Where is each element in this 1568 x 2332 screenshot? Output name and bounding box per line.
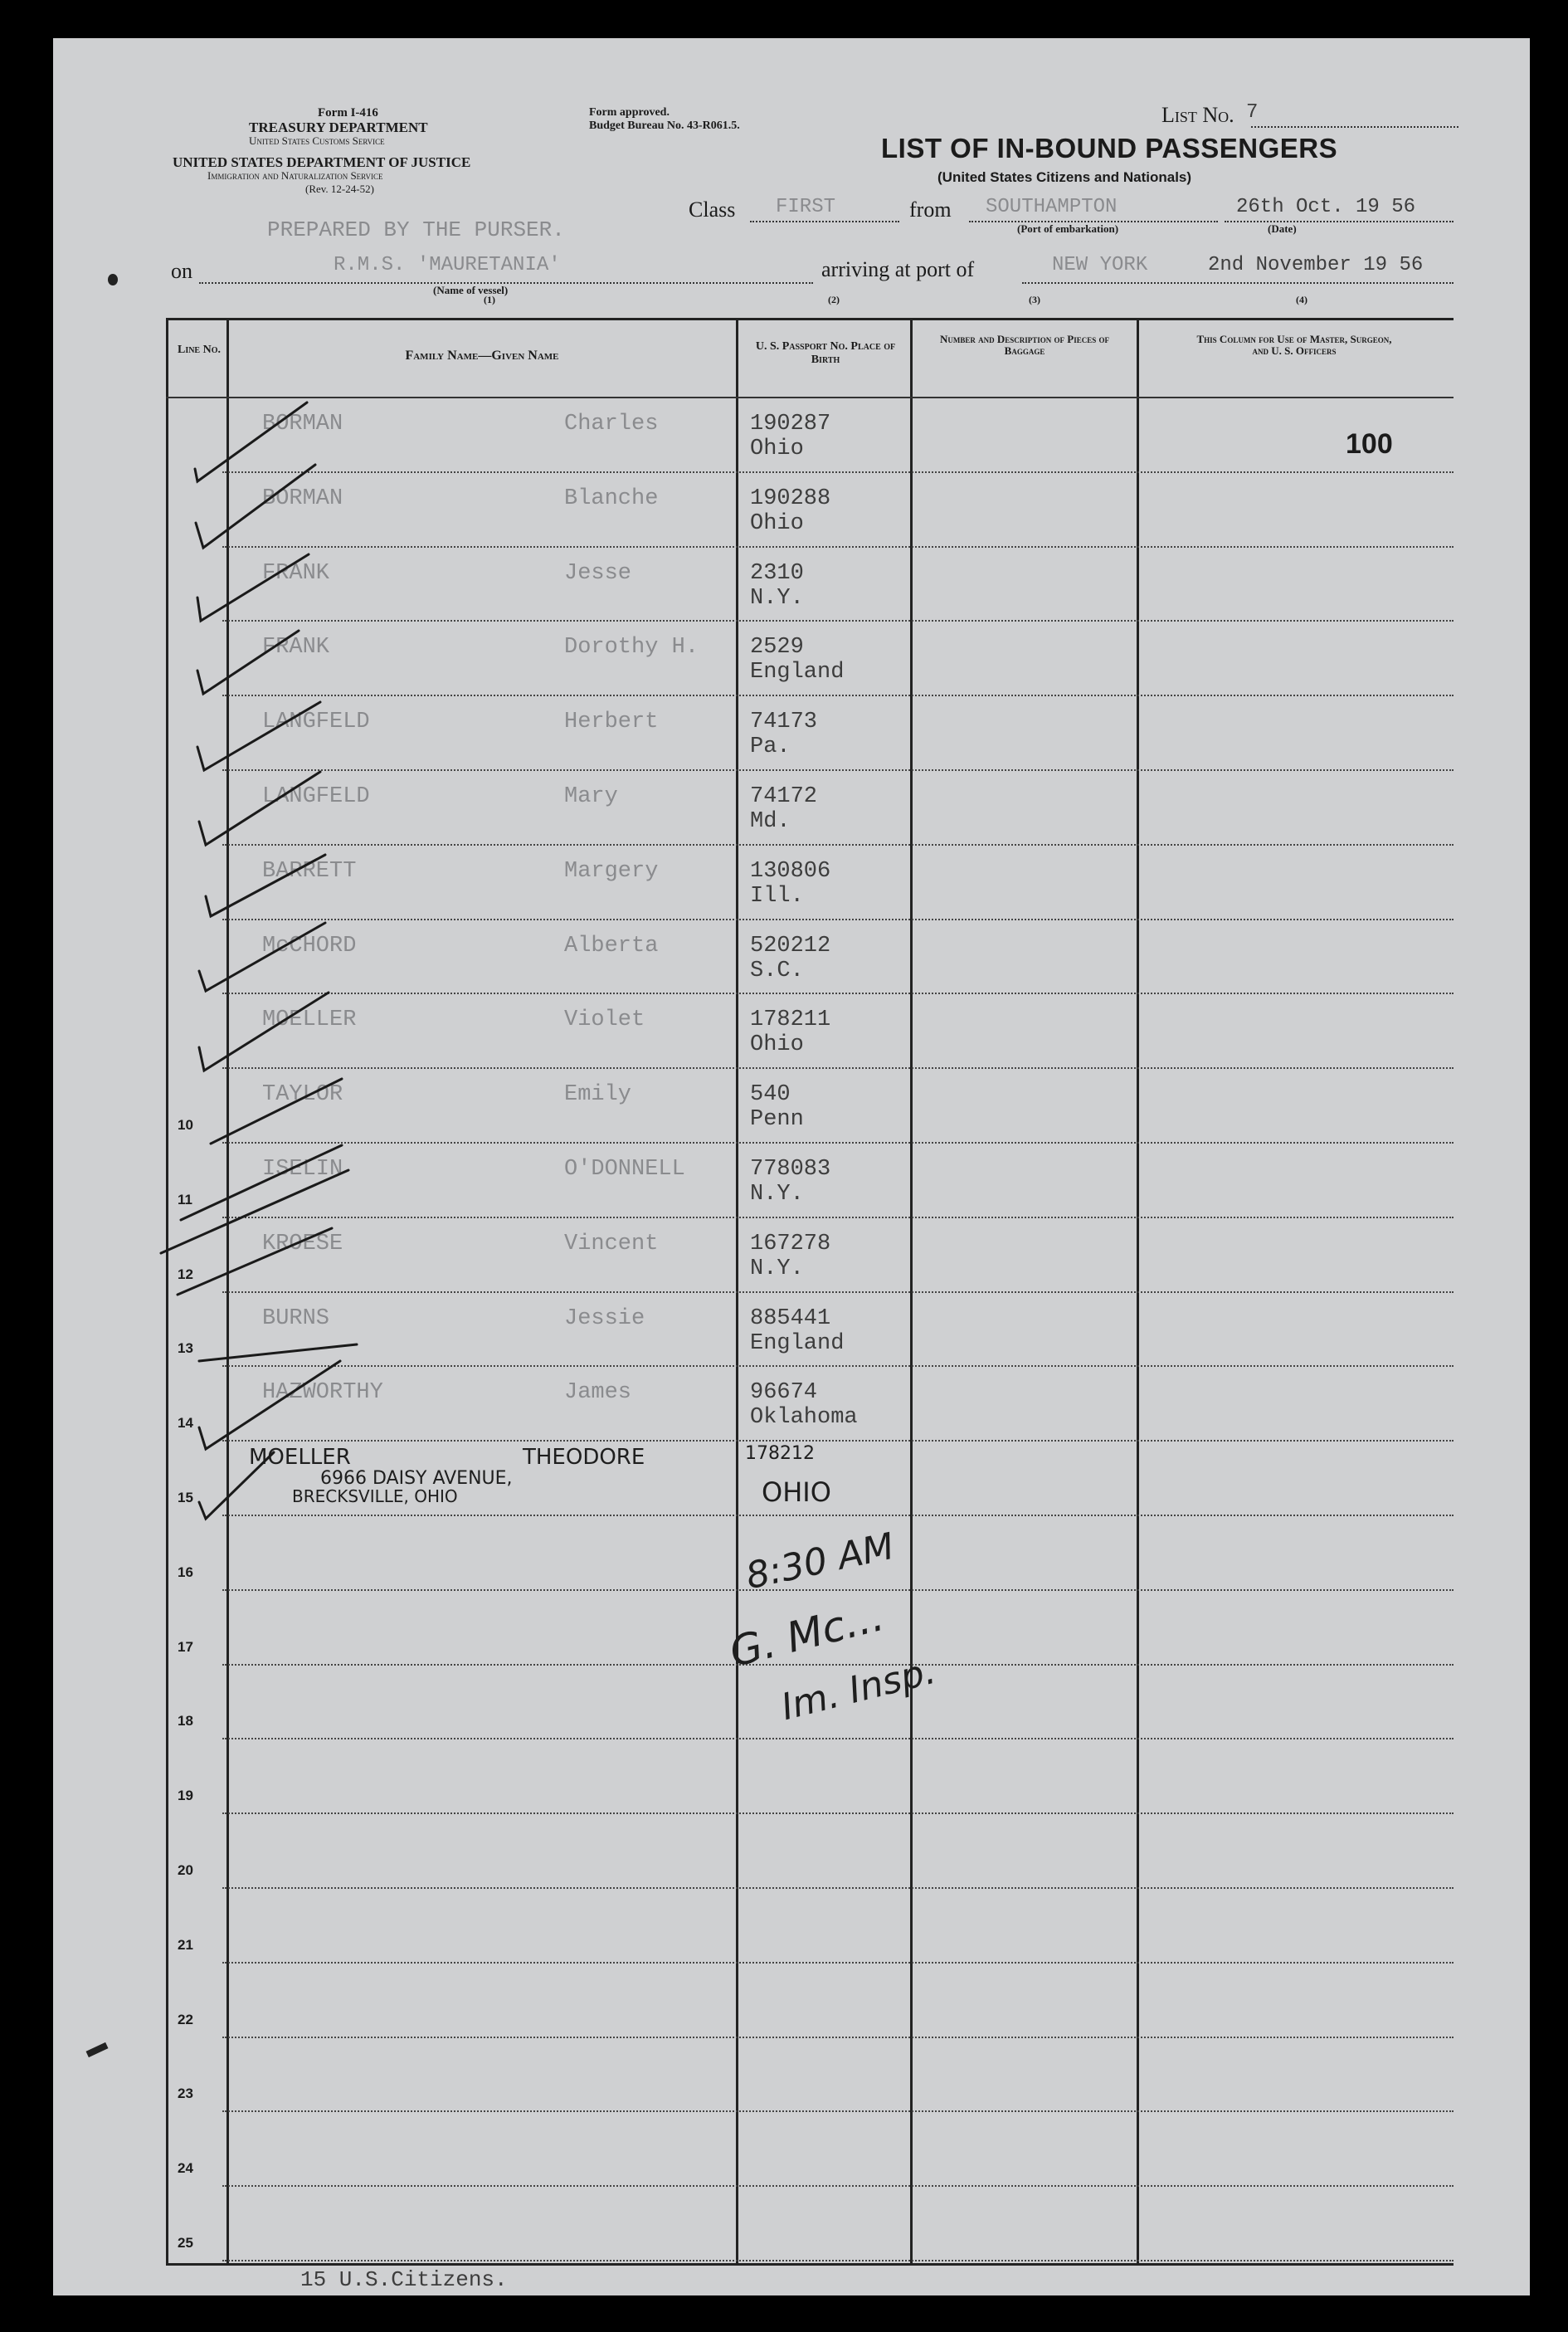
family-name: FRANK	[262, 560, 330, 586]
on-label: on	[171, 259, 192, 283]
given-name: Mary	[564, 784, 618, 809]
given-name: THEODORE	[523, 1445, 645, 1471]
passport-number: 178212	[745, 1443, 815, 1465]
arrival-date: 2nd November 19 56	[1208, 254, 1424, 276]
place-of-birth: Ill.	[750, 883, 804, 909]
checkmark-2	[196, 465, 315, 548]
place-of-birth: Ohio	[750, 1032, 804, 1058]
annotation-initials: G. Mc...	[724, 1592, 889, 1676]
address-line-1: 6966 DAISY AVENUE,	[320, 1468, 513, 1490]
row-line-number: 25	[178, 2234, 193, 2251]
place-of-birth: Ohio	[750, 437, 804, 461]
row-line-number: 23	[178, 2086, 193, 2102]
family-name: LANGFELD	[262, 710, 370, 735]
checkmark-9	[199, 993, 329, 1071]
place-of-birth: Ohio	[750, 510, 804, 536]
footer-citizens-count: 15 U.S.Citizens.	[300, 2267, 508, 2292]
place-of-birth: N.Y.	[750, 1256, 804, 1281]
arriving-port: NEW YORK	[1052, 254, 1148, 276]
place-of-birth: OHIO	[762, 1476, 831, 1509]
row-line-number: 19	[178, 1788, 193, 1804]
passport-number: 74173	[750, 710, 818, 735]
customs-service: United States Customs Service	[249, 134, 385, 147]
family-name: MOELLER	[249, 1445, 351, 1471]
col-number-3: (3)	[1029, 294, 1040, 305]
line-no-heading: Line No.	[177, 344, 221, 356]
given-name: Emily	[564, 1082, 632, 1108]
given-name: O'DONNELL	[564, 1157, 685, 1182]
from-value: SOUTHAMPTON	[986, 196, 1118, 218]
budget-bureau: Budget Bureau No. 43-R061.5.	[589, 120, 740, 132]
ins-subtitle: Immigration and Naturalization Service	[207, 169, 383, 182]
row-line-number: 21	[178, 1936, 193, 1953]
family-name: BORMAN	[262, 412, 343, 437]
place-of-birth: England	[750, 660, 845, 685]
family-name: LANGFELD	[262, 784, 370, 809]
margin-mark	[108, 274, 118, 285]
given-name: Margery	[564, 858, 659, 884]
vessel-name: R.M.S. 'MAURETANIA'	[334, 254, 561, 276]
family-name: BORMAN	[262, 485, 343, 511]
row-line-number: 16	[178, 1564, 193, 1580]
checkmark-14	[199, 1344, 357, 1361]
annotation-role: Im. Insp.	[777, 1649, 940, 1729]
row-line-number: 10	[178, 1116, 193, 1133]
col-number-4: (4)	[1296, 294, 1307, 305]
checkmark-16	[199, 1452, 274, 1519]
arriving-label: arriving at port of	[821, 257, 975, 281]
row-line-number: 15	[178, 1489, 193, 1505]
given-name: Dorothy H.	[564, 635, 699, 661]
from-label: from	[909, 198, 952, 222]
prepared-by: PREPARED BY THE PURSER.	[267, 217, 565, 242]
given-name: James	[564, 1380, 632, 1406]
row-line-number: 18	[178, 1713, 193, 1729]
family-name: ISELIN	[262, 1157, 343, 1182]
passport-number: 885441	[750, 1305, 831, 1331]
checkmark-10	[211, 1079, 342, 1144]
col-number-2: (2)	[828, 294, 840, 305]
family-name: MOELLER	[262, 1007, 357, 1033]
checkmark-8	[199, 923, 325, 991]
checkmark-13	[178, 1228, 332, 1295]
row-line-number: 14	[178, 1415, 193, 1432]
treasury-department: TREASURY DEPARTMENT	[249, 120, 428, 135]
given-name: Jesse	[564, 560, 632, 586]
place-of-birth: Md.	[750, 809, 791, 834]
passport-number: 178211	[750, 1007, 831, 1033]
passport-number: 190288	[750, 485, 831, 511]
page-subtitle: (United States Citizens and Nationals)	[937, 169, 1192, 185]
place-of-birth: N.Y.	[750, 1182, 804, 1207]
row-line-number: 22	[178, 2011, 193, 2027]
given-name: Violet	[564, 1007, 645, 1033]
checkmark-3	[197, 554, 309, 621]
officer-note: 100	[1346, 428, 1393, 460]
family-name: KROESE	[262, 1231, 343, 1256]
passport-number: 190287	[750, 412, 831, 437]
checkmark-7	[206, 855, 325, 916]
checkmark-15	[199, 1361, 340, 1449]
family-name: McCHORD	[262, 933, 357, 959]
name-heading: Family Name—Given Name	[405, 349, 559, 363]
form-approved: Form approved.	[589, 106, 670, 119]
given-name: Jessie	[564, 1305, 645, 1331]
revision: (Rev. 12-24-52)	[305, 183, 374, 195]
passport-number: 74172	[750, 784, 818, 809]
passport-number: 2529	[750, 635, 804, 661]
row-line-number: 12	[178, 1266, 193, 1282]
passport-number: 167278	[750, 1231, 831, 1256]
family-name: FRANK	[262, 635, 330, 661]
col-number-1: (1)	[484, 294, 495, 305]
place-of-birth: S.C.	[750, 958, 804, 983]
row-line-number: 11	[178, 1191, 192, 1207]
form-number: Form I-416	[318, 106, 378, 120]
class-label: Class	[689, 198, 736, 222]
given-name: Charles	[564, 412, 659, 437]
passport-number: 778083	[750, 1157, 831, 1182]
family-name: BURNS	[262, 1305, 330, 1331]
officers-heading: This Column for Use of Master, Surgeon, and U. S. Officers	[1196, 333, 1392, 357]
port-caption: (Port of embarkation)	[1017, 222, 1119, 235]
page-title: LIST OF IN-BOUND PASSENGERS	[881, 133, 1338, 163]
checkmark-6	[199, 772, 320, 845]
given-name: Vincent	[564, 1231, 659, 1256]
passport-number: 130806	[750, 858, 831, 884]
list-label: List No.	[1161, 103, 1234, 127]
date-value: 26th Oct. 19 56	[1236, 196, 1416, 218]
row-line-number: 13	[178, 1340, 193, 1357]
place-of-birth: England	[750, 1330, 845, 1356]
class-value: FIRST	[776, 196, 836, 218]
place-of-birth: Penn	[750, 1107, 804, 1133]
family-name: TAYLOR	[262, 1082, 343, 1108]
place-of-birth: Pa.	[750, 734, 791, 760]
family-name: HAZWORTHY	[262, 1380, 383, 1406]
passport-heading: U. S. Passport No. Place of Birth	[755, 340, 896, 366]
row-line-number: 20	[178, 1861, 193, 1878]
vessel-caption: (Name of vessel)	[433, 284, 509, 296]
date-caption: (Date)	[1268, 222, 1297, 235]
checkmark-1	[195, 402, 307, 481]
checkmark-12	[161, 1170, 348, 1253]
passport-number: 520212	[750, 933, 831, 959]
given-name: Herbert	[564, 710, 659, 735]
row-line-number: 24	[178, 2160, 193, 2177]
list-number: 7	[1246, 101, 1259, 124]
place-of-birth: N.Y.	[750, 585, 804, 611]
baggage-heading: Number and Description of Pieces of Baggage	[940, 333, 1109, 357]
place-of-birth: Oklahoma	[750, 1405, 858, 1431]
row-line-number: 17	[178, 1638, 193, 1655]
given-name: Alberta	[564, 933, 659, 959]
passport-number: 540	[750, 1082, 791, 1108]
family-name: BARRETT	[262, 858, 357, 884]
given-name: Blanche	[564, 485, 659, 511]
department-of-justice: UNITED STATES DEPARTMENT OF JUSTICE	[173, 154, 471, 170]
annotation-time: 8:30 AM	[742, 1525, 898, 1598]
checkmark-4	[197, 631, 299, 694]
checkmark-5	[197, 702, 320, 770]
address-line-2: BRECKSVILLE, OHIO	[292, 1486, 458, 1507]
passport-number: 96674	[750, 1380, 818, 1406]
passport-number: 2310	[750, 560, 804, 586]
